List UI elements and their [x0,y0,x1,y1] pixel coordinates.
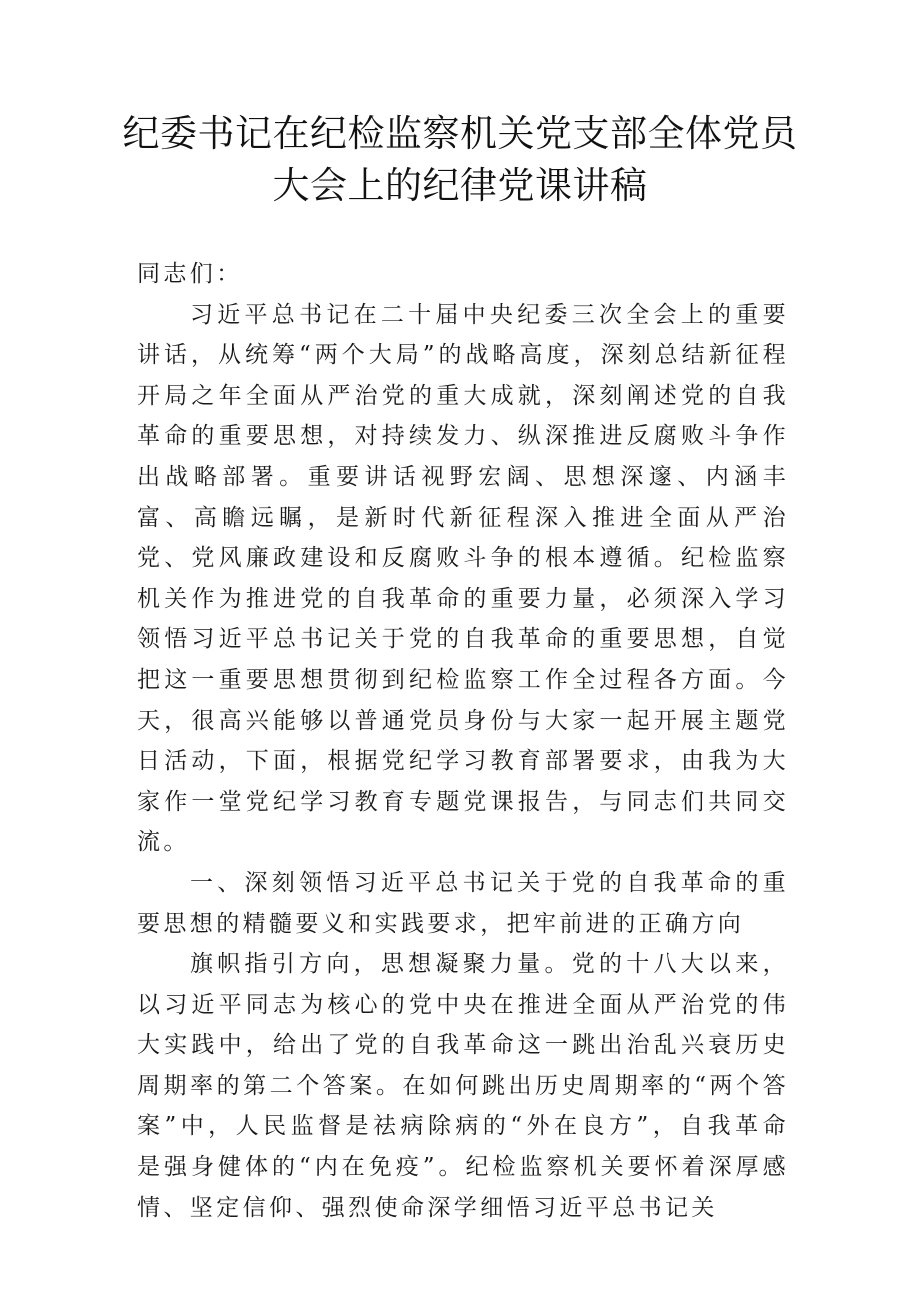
salutation: 同志们： [137,261,243,287]
paragraph-section-1: 旗帜指引方向，思想凝聚力量。党的十八大以来，以习近平同志为核心的党中央在推进全面从严治党的伟大实践中，给出了党的自我革命这一跳出治乱兴衰历史周期率的第二个答案。在如何跳出历史周期率的“两个答案”中，人民监督是祛病除病的“外在良方”，自我革命是强身健体的“内在免疫”。纪检监察机关要怀着深厚感情、坚定信仰、强烈使命深学细悟习近平总书记关 [137,951,789,1221]
title-line-1: 纪委书记在纪检监察机关党支部全体党员 [122,112,798,155]
section-heading-1: 一、深刻领悟习近平总书记关于党的自我革命的重要思想的精髓要义和实践要求，把牢前进的正确方向 [137,869,789,937]
document-body [137,254,789,1228]
document-title [0,108,920,212]
paragraph-intro: 习近平总书记在二十届中央纪委三次全会上的重要讲话，从统筹“两个大局”的战略高度，深刻总结新征程开局之年全面从严治党的重大成就，深刻阐述党的自我革命的重要思想，对持续发力、纵深推进反腐败斗争作出战略部署。重要讲话视野宏阔、思想深邃、内涵丰富、高瞻远瞩，是新时代新征程深入推进全面从严治党、党风廉政建设和反腐败斗争的根本遵循。纪检监察机关作为推进党的自我革命的重要力量，必须深入学习领悟习近平总书记关于党的自我革命的重要思想，自觉把这一重要思想贯彻到纪检监察工作全过程各方面。今天，很高兴能够以普通党员身份与大家一起开展主题党日活动，下面，根据党纪学习教育部署要求，由我为大家作一堂党纪学习教育专题党课报告，与同志们共同交流。 [137,301,789,856]
title-line-2: 大会上的纪律党课讲稿 [272,164,648,207]
